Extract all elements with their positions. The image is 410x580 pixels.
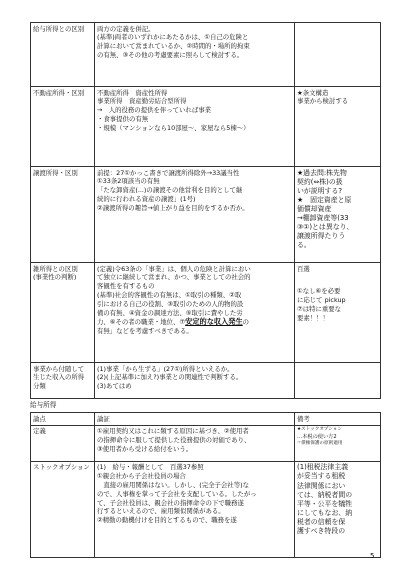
row-note [295, 363, 381, 399]
row-label: 譲渡所得・区別 [31, 167, 95, 263]
table-row [31, 461, 381, 557]
row-note: (1)租税法律主義 が妥当する租税 法律関係におい ては、納税者間の 平等・公平を犠牲 にしてもなお、納 税者の信頼を保 護すべき特段の [295, 461, 381, 557]
row-argument: (定義)令63条の「事業」は、個人の危険と計算におい て独立に継続して営まれ、かつ、事業としての社会的 客観性を有するもの (基準)社会的客観性の有無は、①取引の種類、②取 引における自己の役割、③取引のための人的物的設 備の有無、④資金の調達方法、⑤取引に費やした労 力、⑥その者の職業・地位、⑦安定的な収入発生の 有無」などを考慮すべきである。 [95, 263, 295, 363]
row-label: 給与所得との区別 [31, 23, 95, 87]
row-note: ★条文構造 事業から検討する [295, 87, 381, 167]
salary-income-table [30, 412, 381, 558]
row-note: 百選 ①なし⑥を必要 に応じて pickup ⑦は特に重要な 要素！！！ [295, 263, 381, 363]
column-header: 論点 [31, 413, 95, 426]
row-label: ストックオプション [31, 461, 95, 557]
column-header: 備考 [295, 413, 381, 426]
row-argument: (1)事業「から生ずる」(27①)所得といえるか。 (2)(上記基準に加え?)事業との関連性で判断する。 (3)あてはめ [95, 363, 295, 399]
row-argument: ①雇用契約又はこれに類する原因に基づき、②使用者 の指揮命令に服して提供した役務提供の対価であり、 ③使用者から受ける給付をいう。 [95, 425, 295, 461]
row-note: ★ストックオプション …本税の使い方2 ☞債権保護の原則適用 [295, 425, 381, 461]
row-argument: 両方の定義を併記。 (基準)両者のいずれかにあたるかは、①自己の危険と 計算において営まれているか、②時間的・場所的拘束 の有無、③その他の考慮要素に照らして検討する。 [95, 23, 295, 87]
row-note [295, 23, 381, 87]
row-argument: (1) 給与・報酬として 百選37参照 ①親会社から子会社役員の場合 直接の雇用関係はない。しかし、(完全子会社等)な ので、人事権を掌って子会社を支配している。したがっ て、子会社役員は、親会社の指揮命令の下で職務遂 行するといえるので、雇用類似関係がある。 ②精勤の動機付けを目的とするもので、職務を遂 [95, 461, 295, 557]
row-argument: 前提：27①かっこ書きで譲渡所得除外→33議当性 ①33条2項該当の有無 「たな卸資産(...)の譲渡その他営利を目的として継 続的に行われる資産の譲渡」(1号) ②譲渡所得の趣旨→値上がり益を目的をするか否か。 [95, 167, 295, 263]
page-number: 5 [370, 552, 375, 560]
income-classification-table [30, 22, 381, 399]
table-header-row [31, 413, 381, 426]
row-note: ★過去問:株先物 契約(⇔株)の扱 いが説明する? ★ 固定資産と原 価償却資産 →棚卸資産等(33 ③①)とは異なり、 譲渡所得たりう る。 [295, 167, 381, 263]
highlighted-phrase: 安定的な収入発生 [185, 317, 243, 327]
table-row [31, 87, 381, 167]
row-label: 雑所得との区別 (事業性の判断) [31, 263, 95, 363]
table-row [31, 167, 381, 263]
row-label: 定義 [31, 425, 95, 461]
table-row [31, 363, 381, 399]
row-label: 不動産所得・区別 [31, 87, 95, 167]
table-row [31, 23, 381, 87]
table-row [31, 425, 381, 461]
highlight-line: 力、⑥その者の職業・地位、⑦安定的な収入発生の [97, 317, 250, 327]
section-title: 給与所得 [30, 401, 57, 409]
row-argument: 不動産所得 資産性所得 事業所得 資産勤労結合型所得 → 人的役務の提供を伴っていれば事業 ・食事提供の有無 ・規模（マンションなら10部屋～、家屋なら5棟～） [95, 87, 295, 167]
table-row [31, 263, 381, 363]
column-header: 論証 [95, 413, 295, 426]
row-label: 事業から付随して 生じた収入の所得 分類 [31, 363, 95, 399]
